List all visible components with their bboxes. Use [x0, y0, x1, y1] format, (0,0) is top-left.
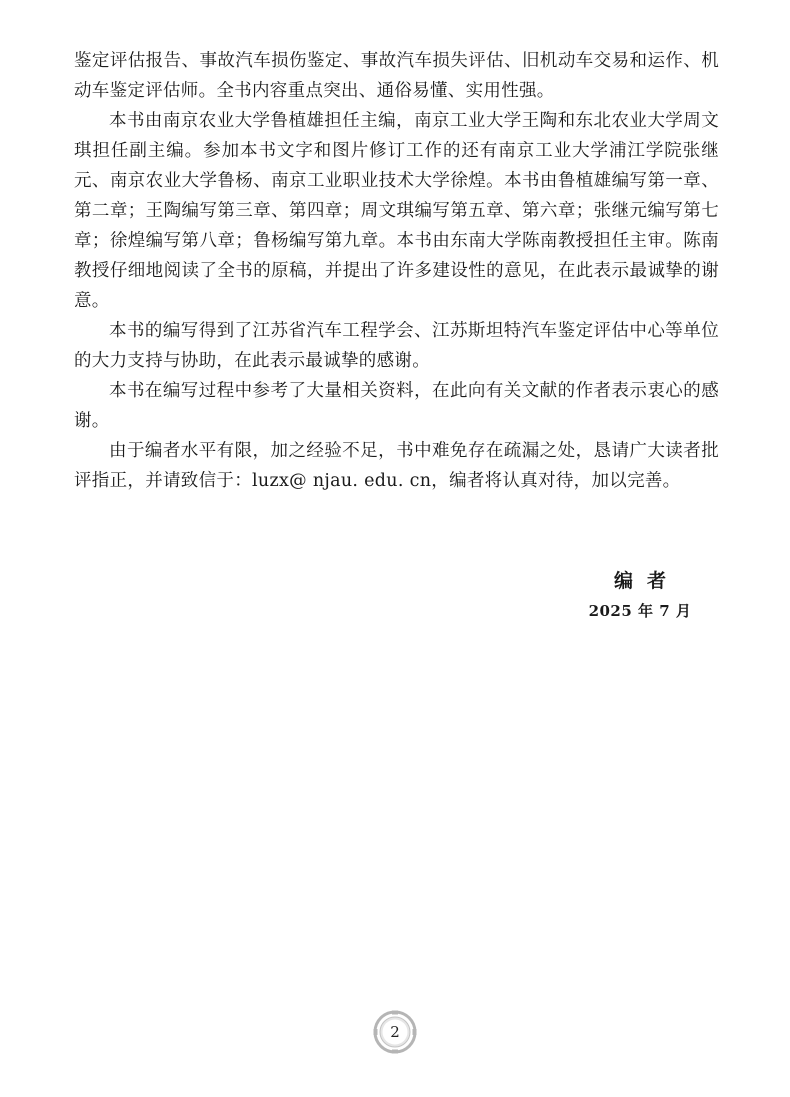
- paragraph-4: 本书在编写过程中参考了大量相关资料，在此向有关文献的作者表示衷心的感谢。: [74, 381, 719, 431]
- page-number-badge: [373, 1010, 417, 1054]
- page-number: 2: [390, 1023, 400, 1041]
- paragraph-2: 本书由南京农业大学鲁植雄担任主编，南京工业大学王陶和东北农业大学周文琪担任副主编。参加本书文字和图片修订工作的还有南京工业大学浦江学院张继元、南京农业大学鲁杨、南京工业职业技术大学徐煌。本书由鲁植雄编写第一章、第二章；王陶编写第三章、第四章；周文琪编写第五章、第六章；张继元编写第七章；徐煌编写第八章；鲁杨编写第九章。本书由东南大学陈南教授担任主审。陈南教授仔细地阅读了全书的原稿，并提出了许多建设性的意见，在此表示最诚挚的谢意。: [74, 111, 719, 311]
- paragraph-3: 本书的编写得到了江苏省汽车工程学会、江苏斯坦特汽车鉴定评估中心等单位的大力支持与协助，在此表示最诚挚的感谢。: [74, 321, 719, 371]
- paragraph-1: 鉴定评估报告、事故汽车损伤鉴定、事故汽车损失评估、旧机动车交易和运作、机动车鉴定评估师。全书内容重点突出、通俗易懂、实用性强。: [74, 51, 719, 101]
- preface-body: [74, 46, 719, 496]
- signature-date: 2025 年 7 月: [588, 602, 692, 620]
- paragraph-5: 由于编者水平有限，加之经验不足，书中难免存在疏漏之处，恳请广大读者批评指正，并请致信于：luzx@ njau. edu. cn，编者将认真对待，加以完善。: [74, 441, 719, 491]
- signature-author: 编者: [613, 570, 680, 592]
